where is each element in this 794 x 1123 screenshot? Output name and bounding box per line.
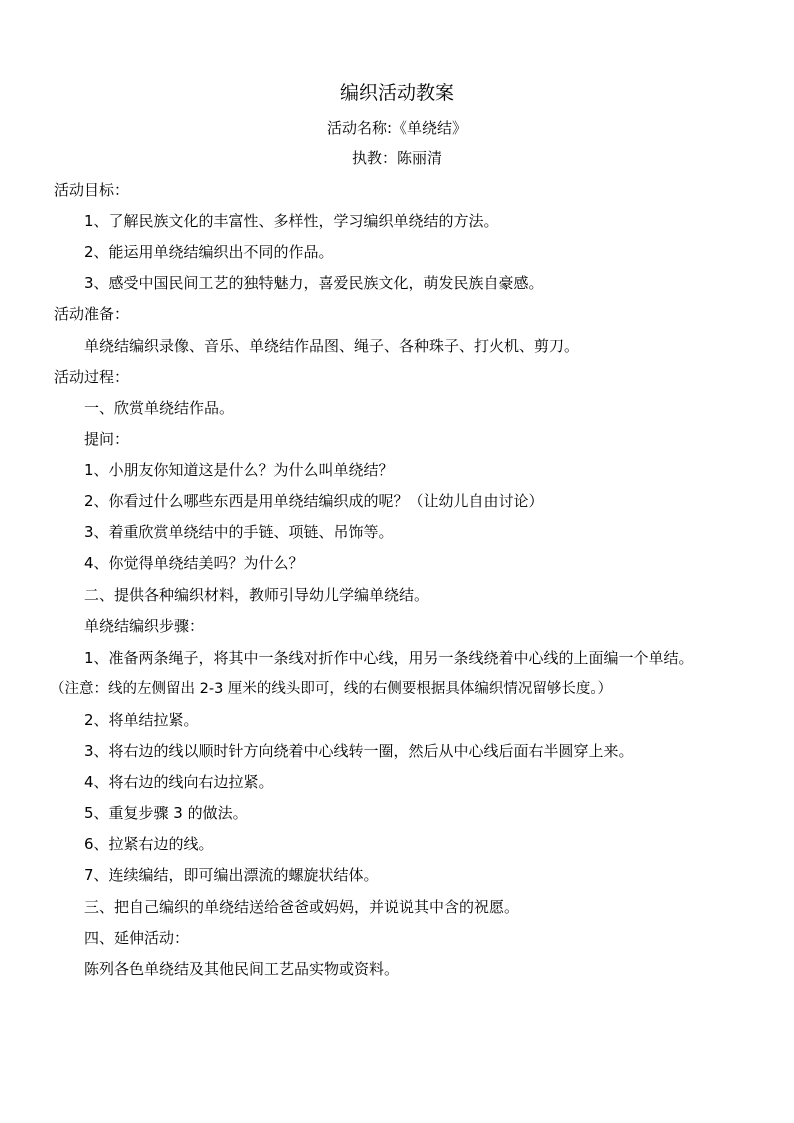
document-title: 编织活动教案 <box>339 82 454 104</box>
steps-heading: 单绕结编织步骤： <box>84 617 205 635</box>
question-heading: 提问： <box>84 430 130 448</box>
step-note: （注意：线的左侧留出 2-3 厘米的线头即可，线的右侧要根据具体编织情况留够长度。） <box>50 681 613 697</box>
activity-name: 活动名称:《单绕结》 <box>326 119 468 137</box>
step-item: 4、将右边的线向右边拉紧。 <box>84 773 274 791</box>
goal-item: 2、能运用单绕结编织出不同的作品。 <box>84 243 334 261</box>
extension-text: 陈列各色单绕结及其他民间工艺品实物或资料。 <box>84 960 400 978</box>
preparation-heading: 活动准备： <box>54 305 130 323</box>
goals-heading: 活动目标： <box>54 181 130 199</box>
question-item: 4、你觉得单绕结美吗？为什么？ <box>84 554 304 572</box>
question-item: 1、小朋友你知道这是什么？为什么叫单绕结？ <box>84 461 394 479</box>
step-item: 1、准备两条绳子，将其中一条线对折作中心线，用另一条线绕着中心线的上面编一个单结。 <box>84 649 694 667</box>
step-item: 2、将单结拉紧。 <box>84 711 199 729</box>
step-item: 6、拉紧右边的线。 <box>84 835 214 853</box>
goal-item: 3、感受中国民间工艺的独特魅力，喜爱民族文化，萌发民族自豪感。 <box>84 274 544 292</box>
process-heading: 活动过程： <box>54 368 130 386</box>
step-item: 7、连续编结，即可编出漂流的螺旋状结体。 <box>84 866 379 884</box>
process-part-3: 三、把自己编织的单绕结送给爸爸或妈妈，并说说其中含的祝愿。 <box>84 898 520 916</box>
teacher-name: 执教：陈丽清 <box>351 149 442 167</box>
step-item: 3、将右边的线以顺时针方向绕着中心线转一圈，然后从中心线后面右半圆穿上来。 <box>84 742 634 760</box>
goal-item: 1、了解民族文化的丰富性、多样性，学习编织单绕结的方法。 <box>84 212 499 230</box>
process-part-1: 一、欣赏单绕结作品。 <box>84 399 235 417</box>
step-item: 5、重复步骤 3 的做法。 <box>84 804 248 822</box>
question-item: 3、着重欣赏单绕结中的手链、项链、吊饰等。 <box>84 523 394 541</box>
question-item: 2、你看过什么哪些东西是用单绕结编织成的呢？（让幼儿自由讨论） <box>84 492 544 510</box>
process-part-4: 四、延伸活动： <box>84 929 190 947</box>
preparation-text: 单绕结编织录像、音乐、单绕结作品图、绳子、各种珠子、打火机、剪刀。 <box>84 337 580 355</box>
process-part-2: 二、提供各种编织材料，教师引导幼儿学编单绕结。 <box>84 586 430 604</box>
